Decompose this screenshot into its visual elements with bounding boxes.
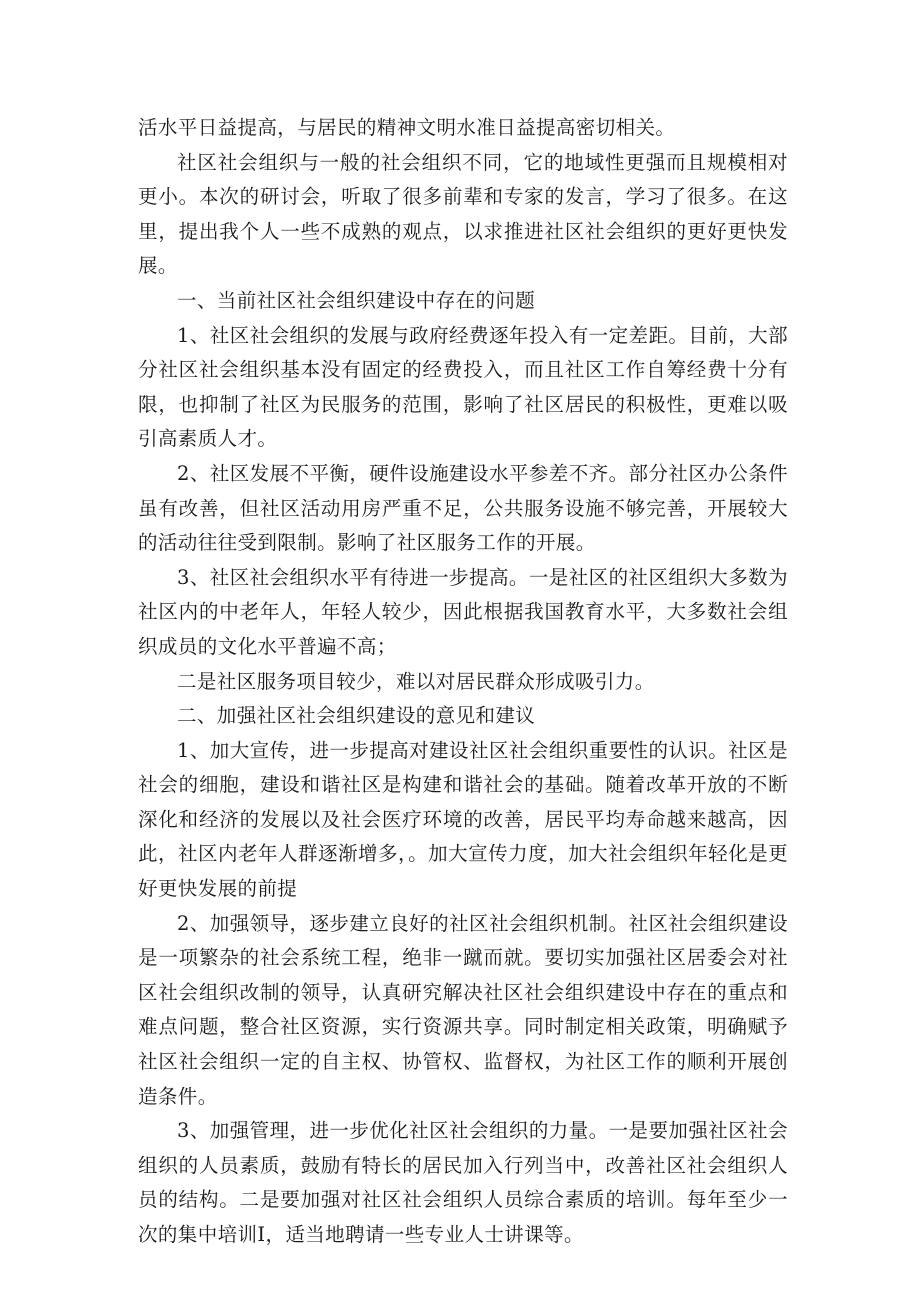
paragraph-intro: 社区社会组织与一般的社会组织不同，它的地域性更强而且规模相对更小。本次的研讨会，听取了很多前辈和专家的发言，学习了很多。在这里，提出我个人一些不成熟的观点，以求推进社区社会组织的更好更快发展。: [138, 150, 788, 278]
suggestion-item-2: 2、加强领导，逐步建立良好的社区社会组织机制。社区社会组织建设是一项繁杂的社会系统工程，绝非一蹴而就。要切实加强社区居委会对社区社会组织改制的领导，认真研究解决社区社会组织建设中存在的重点和难点问题，整合社区资源，实行资源共享。同时制定相关政策，明确赋予社区社会组织一定的自主权、协管权、监督权，为社区工作的顺利开展创造条件。: [138, 911, 788, 1108]
problem-item-3: 3、社区社会组织水平有待进一步提高。一是社区的社区组织大多数为社区内的中老年人，年轻人较少，因此根据我国教育水平，大多数社会组织成员的文化水平普遍不高；: [138, 565, 788, 658]
document-body: [138, 111, 788, 1253]
section-heading-suggestions: 二、加强社区社会组织建设的意见和建议: [177, 704, 536, 728]
suggestion-item-3: 3、加强管理，进一步优化社区社会组织的力量。一是要加强社区社会组织的人员素质，鼓励有特长的居民加入行列当中，改善社区社会组织人员的结构。二是要加强对社区社会组织人员综合素质的培训。每年至少一次的集中培训I，适当地聘请一些专业人士讲课等。: [138, 1119, 788, 1246]
section-heading-problems: 一、当前社区社会组织建设中存在的问题: [177, 288, 536, 312]
problem-item-2: 2、社区发展不平衡，硬件设施建设水平参差不齐。部分社区办公条件虽有改善，但社区活动用房严重不足，公共服务设施不够完善，开展较大的活动往往受到限制。影响了社区服务工作的开展。: [138, 461, 788, 555]
problem-item-3-continued: 二是社区服务项目较少，难以对居民群众形成吸引力。: [177, 669, 655, 693]
paragraph-continued: 活水平日益提高，与居民的精神文明水准日益提高密切相关。: [138, 116, 676, 139]
problem-item-1: 1、社区社会组织的发展与政府经费逐年投入有一定差距。目前，大部分社区社会组织基本没有固定的经费投入，而且社区工作自筹经费十分有限，也抑制了社区为民服务的范围，影响了社区居民的积极性，更难以吸引高素质人才。: [138, 323, 788, 451]
suggestion-item-1: 1、加大宣传，进一步提高对建设社区社会组织重要性的认识。社区是社会的细胞，建设和谐社区是构建和谐社会的基础。随着改革开放的不断深化和经济的发展以及社会医疗环境的改善，居民平均寿命越来越高，因此，社区内老年人群逐渐增多，。加大宣传力度，加大社会组织年轻化是更好更快发展的前提: [138, 738, 788, 901]
